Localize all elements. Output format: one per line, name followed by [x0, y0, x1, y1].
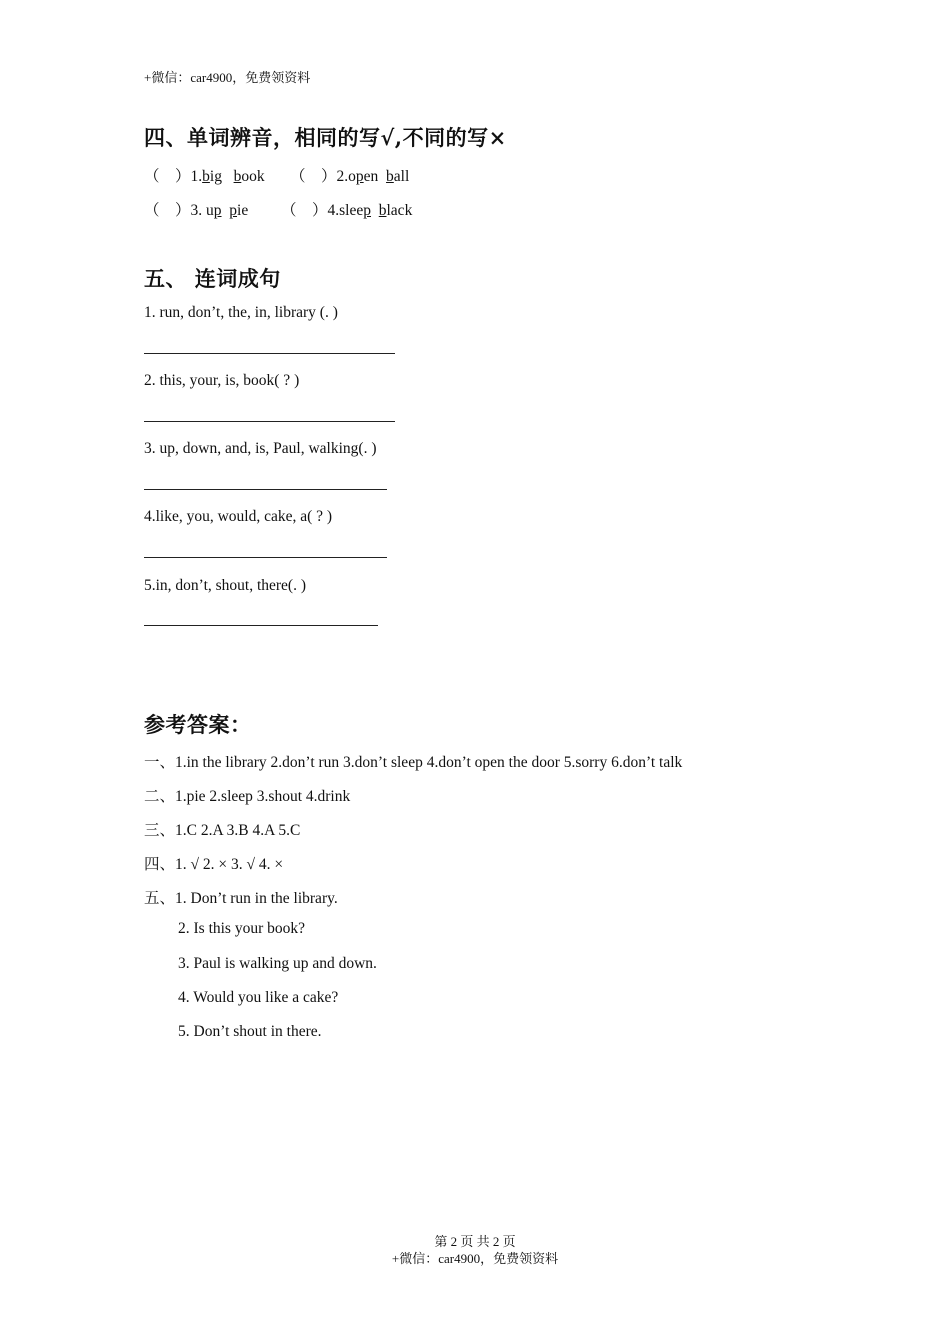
underlined-letter: p: [363, 202, 371, 219]
word-part: o: [348, 168, 356, 185]
underlined-letter: b: [386, 168, 394, 185]
answer-paren: （ ）: [290, 168, 337, 185]
word-part: lack: [386, 202, 413, 219]
page-number: 第 2 页 共 2 页: [434, 1234, 516, 1249]
answer-paren: （ ）: [281, 202, 328, 219]
question-2: 2. this, your, is, book( ? ): [144, 372, 300, 389]
answers-title: 参考答案：: [144, 712, 252, 737]
answer-sub-line-5: 5. Don’t shout in there.: [178, 1023, 322, 1040]
question-1: 1. run, don’t, the, in, library (. ): [144, 304, 338, 321]
header-watermark: +微信：car4900，免费领资料: [144, 70, 311, 85]
item-num: 2.: [336, 168, 349, 185]
word-part: en: [363, 168, 379, 185]
underlined-letter: b: [378, 202, 387, 219]
item-num: 4.: [327, 202, 340, 219]
question-4: 4.like, you, would, cake, a( ? ): [144, 508, 333, 525]
footer-watermark: +微信：car4900，免费领资料: [391, 1251, 559, 1266]
underlined-letter: b: [202, 168, 210, 185]
answer-line-section4: 四、1. √ 2. × 3. √ 4. ×: [144, 856, 284, 873]
underlined-letter: p: [229, 202, 238, 219]
word-part: slee: [339, 202, 364, 219]
word-part: ie: [237, 202, 249, 219]
section4-row-3: [144, 198, 248, 220]
underlined-letter: p: [355, 168, 364, 185]
answer-line-section1: 一、1.in the library 2.don’t run 3.don’t sleep 4.don’t open the door 5.sorry 6.don’t talk: [144, 754, 683, 771]
item-num: 1.: [190, 168, 203, 185]
word-part: ook: [241, 168, 265, 185]
underlined-letter: b: [233, 168, 242, 185]
underlined-letter: p: [213, 202, 222, 219]
answer-line-4: [144, 557, 387, 558]
answer-sub-line-2: 2. Is this your book?: [178, 920, 306, 937]
question-3: 3. up, down, and, is, Paul, walking(. ): [144, 440, 377, 457]
section5-title: 五、 连词成句: [144, 266, 281, 291]
answer-line-5: [144, 625, 378, 626]
answer-line-section3: 三、1.C 2.A 3.B 4.A 5.C: [144, 822, 301, 839]
item-num: 3.: [190, 202, 207, 219]
answer-sub-line-3: 3. Paul is walking up and down.: [178, 955, 377, 972]
answer-line-1: [144, 353, 395, 354]
answer-line-3: [144, 489, 387, 490]
question-5: 5.in, don’t, shout, there(. ): [144, 577, 307, 594]
word-part: u: [206, 202, 214, 219]
answer-sub-line-4: 4. Would you like a cake?: [178, 989, 339, 1006]
answer-paren: （ ）: [144, 168, 191, 185]
word-part: ig: [209, 168, 222, 185]
answer-paren: （ ）: [144, 202, 191, 219]
word-part: all: [393, 168, 410, 185]
section4-title: 四、单词辨音，相同的写√,不同的写×: [144, 125, 507, 150]
section4-row-2: [290, 164, 409, 186]
answer-line-2: [144, 421, 395, 422]
answer-line-section2: 二、1.pie 2.sleep 3.shout 4.drink: [144, 788, 351, 805]
answer-line-section5: 五、1. Don’t run in the library.: [144, 890, 338, 907]
section4-row-4: [281, 198, 412, 220]
section4-row-1: [144, 164, 265, 186]
